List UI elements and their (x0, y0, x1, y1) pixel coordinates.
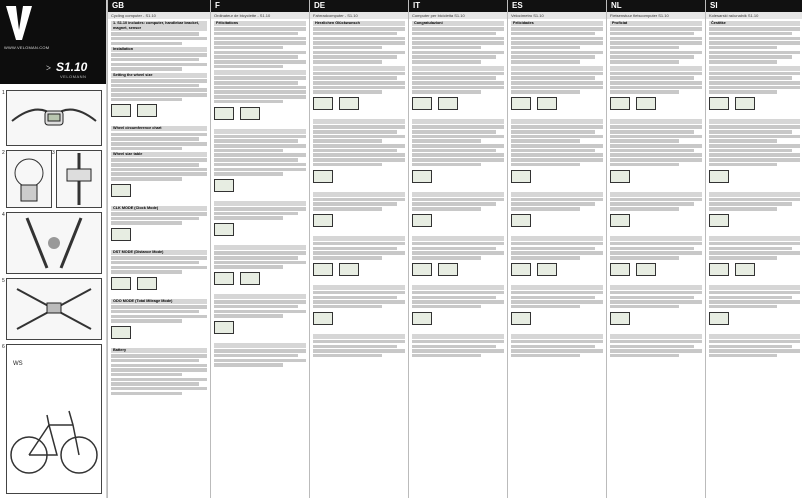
figure-bicycle (6, 344, 102, 494)
lcd-icon (412, 312, 432, 325)
lcd-icon (313, 312, 333, 325)
column-title: Fietsenstuur fietscomputer S1.10 (607, 12, 705, 19)
section-heading: Installation (111, 47, 207, 52)
bicycle-diagram-icon (7, 345, 101, 493)
lcd-icon (313, 263, 333, 276)
lcd-icon (339, 97, 359, 110)
lcd-icon (735, 97, 755, 110)
column-es (507, 0, 606, 498)
lcd-icon (709, 263, 729, 276)
column-it (408, 0, 507, 498)
lcd-icon (214, 179, 234, 192)
section-heading: Congratulazioni (412, 21, 504, 26)
lcd-icon (240, 272, 260, 285)
column-title: Computer per bicicletta S1.10 (409, 12, 507, 19)
section-heading: Proficiat (610, 21, 702, 26)
figure-handlebar (6, 90, 102, 146)
figure-number: 5 (2, 278, 5, 284)
figure-bracket (6, 150, 52, 208)
section-heading: Félicitations (214, 21, 306, 26)
column-title: Ordinateur de bicyclette - S1.10 (211, 12, 309, 19)
lcd-icon (511, 214, 531, 227)
lcd-icon (511, 263, 531, 276)
section-heading: Herzlichen Glückwunsch (313, 21, 405, 26)
column-title: Kolesarski računalnik S1.10 (706, 12, 802, 19)
lcd-icon (610, 97, 630, 110)
arrow-icon: > (46, 63, 52, 73)
model-sub: VELOMANN (60, 74, 87, 79)
bracket-diagram-icon (7, 151, 51, 207)
column-f (210, 0, 309, 498)
section-heading: DST MODE (Distance Mode) (111, 250, 207, 255)
lcd-icon (111, 104, 131, 117)
lcd-icon (438, 263, 458, 276)
lcd-icon (511, 97, 531, 110)
column-code: F (211, 0, 309, 12)
lcd-icon (214, 321, 234, 334)
section-heading: Wheel size table (111, 152, 207, 157)
lcd-icon (511, 170, 531, 183)
lcd-icon (111, 326, 131, 339)
column-en (107, 0, 210, 498)
lcd-icon (313, 170, 333, 183)
section-heading: Čestitke (709, 21, 800, 26)
lcd-icon (214, 272, 234, 285)
lcd-icon (636, 263, 656, 276)
lcd-icon (313, 214, 333, 227)
lcd-icon (511, 312, 531, 325)
lcd-icon (111, 228, 131, 241)
model-badge (46, 60, 106, 82)
lcd-icon (111, 184, 131, 197)
lcd-icon (339, 263, 359, 276)
lcd-icon (240, 107, 260, 120)
lcd-icon (610, 263, 630, 276)
section-heading: CLK MODE (Clock Mode) (111, 206, 207, 211)
lcd-icon (438, 97, 458, 110)
lcd-icon (214, 223, 234, 236)
lcd-icon (111, 277, 131, 290)
lcd-icon (735, 263, 755, 276)
section-heading: Battery (111, 348, 207, 353)
velomann-logo-icon (4, 4, 34, 42)
lcd-icon (412, 170, 432, 183)
column-title: Velocímetro S1.10 (508, 12, 606, 19)
figure-number: 6 (2, 344, 5, 350)
section-heading: 1. S1.10 includes: computer, handlebar bracket, magnet, sensor (111, 21, 207, 31)
lcd-icon (636, 97, 656, 110)
lcd-icon (412, 263, 432, 276)
section-heading: Wheel circumference chart (111, 126, 207, 131)
lcd-icon (610, 312, 630, 325)
column-code: IT (409, 0, 507, 12)
column-nl (606, 0, 705, 498)
lcd-icon (214, 107, 234, 120)
svg-text:WS: WS (13, 361, 23, 367)
lcd-icon (709, 97, 729, 110)
lcd-icon (709, 312, 729, 325)
sensor-diagram-icon (57, 151, 101, 207)
left-panel (0, 0, 107, 498)
figure-number: 1 (2, 90, 5, 96)
column-code: NL (607, 0, 705, 12)
column-si (705, 0, 802, 498)
magnet-diagram-icon (7, 279, 101, 339)
figure-sensor (56, 150, 102, 208)
section-heading: Setting the wheel size (111, 73, 207, 78)
figure-magnet (6, 278, 102, 340)
section-heading: Felicidades (511, 21, 603, 26)
column-header-en: GB (108, 0, 210, 12)
lcd-icon (709, 170, 729, 183)
column-code: ES (508, 0, 606, 12)
figure-number: 4 (2, 212, 5, 218)
figure-number: 3 (52, 150, 55, 156)
handlebar-diagram-icon (7, 91, 101, 145)
section-heading: ODO MODE (Total Mileage Mode) (111, 299, 207, 304)
fork-diagram-icon (7, 213, 101, 273)
brand-url: WWW.VELOMAN.COM (4, 45, 50, 50)
model-name: S1.10 (56, 60, 88, 74)
lcd-icon (313, 97, 333, 110)
lcd-icon (537, 97, 557, 110)
column-de (309, 0, 408, 498)
lcd-icon (709, 214, 729, 227)
lcd-icon (137, 104, 157, 117)
lcd-icon (537, 263, 557, 276)
column-code: SI (706, 0, 802, 12)
lcd-icon (412, 97, 432, 110)
column-title-en: Cycling computer - S1.10 (108, 12, 210, 19)
column-title: Fahrradcomputer - S1.10 (310, 12, 408, 19)
lcd-icon (412, 214, 432, 227)
figure-fork (6, 212, 102, 274)
lcd-icon (610, 214, 630, 227)
figure-number: 2 (2, 150, 5, 156)
column-code: DE (310, 0, 408, 12)
brand-header (0, 0, 106, 84)
lcd-icon (610, 170, 630, 183)
lcd-icon (137, 277, 157, 290)
